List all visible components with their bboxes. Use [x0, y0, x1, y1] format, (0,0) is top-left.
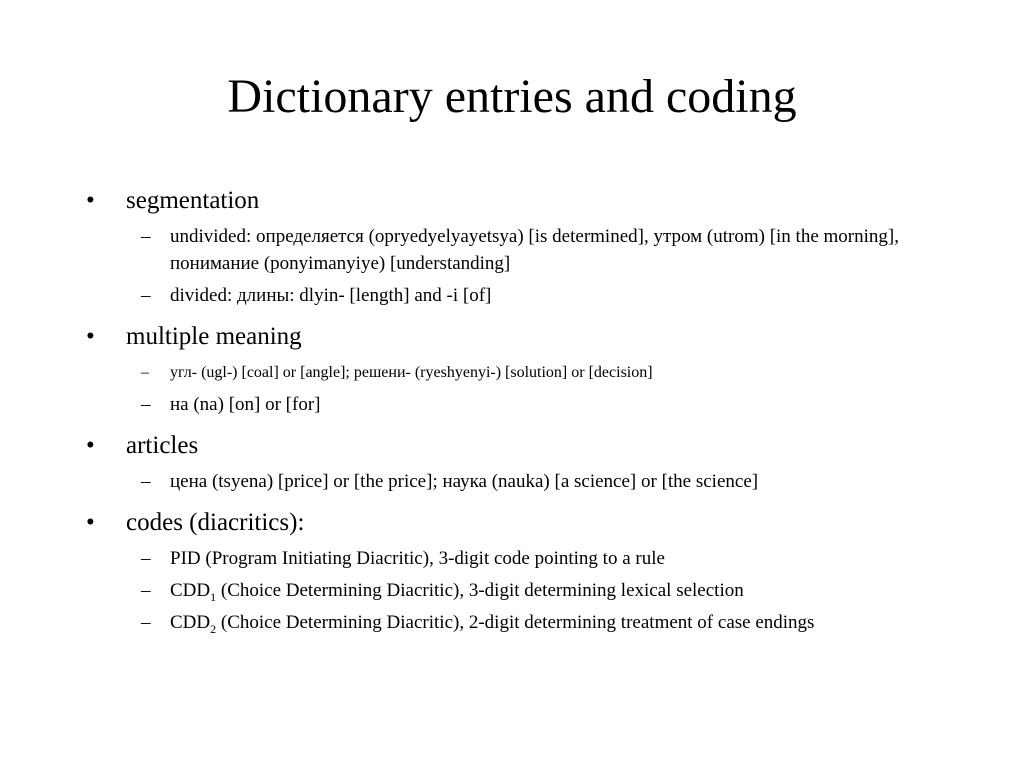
dash-marker: – — [141, 394, 151, 415]
sub-item-divided — [86, 282, 946, 309]
bullet-segmentation — [86, 184, 946, 218]
cdd-prefix: CDD — [170, 612, 211, 633]
cdd-description: (Choice Determining Diacritic), 3-digit determining lexical selection — [216, 580, 744, 601]
sub-item-ugl — [86, 359, 946, 386]
bullet-marker: • — [86, 432, 95, 459]
sub-item-na — [86, 391, 946, 418]
sub-item-tsyena — [86, 468, 946, 495]
sub-item-pid — [86, 545, 946, 572]
sub-item-text: undivided: определяется (opryedyelyayetsya) [is determined], утром (utrom) [in the morning], понимание (ponyimanyiye) [understanding] — [170, 226, 899, 274]
dash-marker: – — [141, 580, 151, 601]
dash-marker: – — [141, 285, 151, 306]
slide-title: Dictionary entries and coding — [227, 70, 797, 123]
sub-item-undivided — [86, 223, 946, 277]
sub-item-text: угл- (ugl-) [coal] or [angle]; решени- (ryeshyenyi-) [solution] or [decision] — [170, 364, 653, 381]
sub-item-text — [170, 612, 815, 636]
sub-item-text: PID (Program Initiating Diacritic), 3-digit code pointing to a rule — [170, 548, 665, 569]
sub-item-text: на (na) [on] or [for] — [170, 394, 321, 415]
dash-marker: – — [141, 612, 151, 633]
dash-marker: – — [141, 226, 151, 247]
sub-item-cdd1 — [86, 577, 946, 604]
bullet-multiple-meaning — [86, 320, 946, 354]
bullet-marker: • — [86, 509, 95, 536]
bullet-marker: • — [86, 323, 95, 350]
bullet-label: codes (diacritics): — [126, 509, 305, 536]
bullet-marker: • — [86, 187, 95, 214]
cdd-subscript: 1 — [210, 589, 217, 604]
cdd-subscript: 2 — [210, 621, 217, 636]
sub-item-text: цена (tsyena) [price] or [the price]; наука (nauka) [a science] or [the science] — [170, 471, 759, 492]
sub-item-text: divided: длины: dlyin- [length] and -i [of] — [170, 285, 492, 306]
bullet-articles — [86, 429, 946, 463]
cdd-prefix: CDD — [170, 580, 211, 601]
dash-marker: – — [141, 548, 151, 569]
bullet-label: segmentation — [126, 187, 260, 214]
bullet-label: articles — [126, 432, 199, 459]
sub-item-cdd2 — [86, 609, 946, 636]
dash-marker: – — [141, 364, 149, 381]
sub-item-text — [170, 580, 744, 604]
cdd-description: (Choice Determining Diacritic), 2-digit determining treatment of case endings — [216, 612, 815, 633]
bullet-list — [86, 184, 946, 636]
bullet-codes — [86, 506, 946, 540]
bullet-label: multiple meaning — [126, 323, 302, 350]
dash-marker: – — [141, 471, 151, 492]
